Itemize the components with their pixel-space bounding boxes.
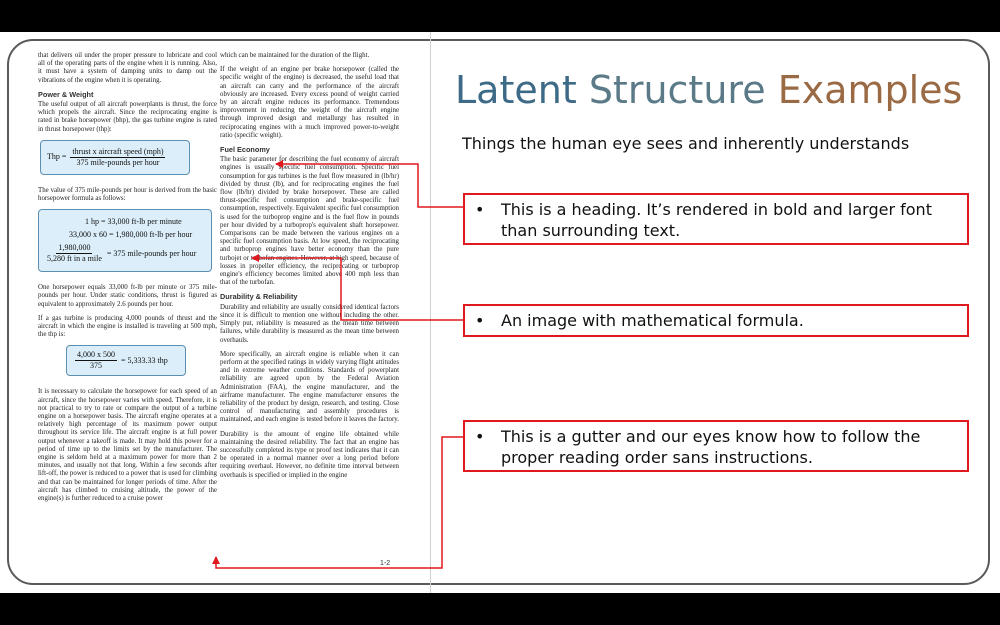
formula-denominator: 375 mile-pounds per hour <box>76 157 160 167</box>
doc-paragraph: Durability is the amount of engine life obtained while maintaining the desired reliability. The fact that an engine has successfully completed its type or proof test indicates that it can be operated in a normal manner over a long period before requiring overhaul. However, no definite time interval between overhauls is specified or implied in the engine <box>220 430 399 479</box>
formula-denominator: 5,280 ft in a mile <box>47 254 102 264</box>
doc-heading-durability: Durability & Reliability <box>220 292 298 302</box>
formula-numerator: 1,980,000 <box>58 243 91 253</box>
formula-row <box>45 243 205 264</box>
formula-horsepower-derivation <box>38 209 212 272</box>
title-word: Examples <box>777 68 963 112</box>
document-right-column <box>220 52 399 552</box>
formula-thrust-horsepower <box>40 140 190 175</box>
doc-paragraph: If the weight of an engine per brake horsepower (called the specific weight of the engine) is decreased, the useful load that an aircraft can carry and the performance of the aircraft obviously are increased. Every excess pound of weight carried by an aircraft engine reduces its performance. Tremendous improvement in reducing the weight of the aircraft engine through improved design and metallurgy has resulted in reciprocating engines with a much improved power-to-weight ratio (specific weight). <box>220 66 399 139</box>
document-left-column <box>38 52 217 552</box>
doc-paragraph: which can be maintained for the duration of the flight. <box>220 52 370 59</box>
callout-gutter <box>463 420 969 472</box>
formula-numerator: thrust x aircraft speed (mph) <box>72 146 164 156</box>
doc-paragraph: The basic parameter for describing the fuel economy of aircraft engines is usually specific fuel consumption. Specific fuel consumption for gas turbines is the fuel flow measured in (lb/hr) divided by thrust (lb), and for reciprocating engines the fuel flow (lb/hr) divided by brake horsepower. These are called thrust-specific fuel consumption and brake-specific fuel consumption, respectively. Equivalent specific fuel consumption is used for the turboprop engine and is the fuel flow in pounds per hour divided by a turboprop's equivalent shaft horsepower. Comparisons can be made between the various engines on a specific fuel consumption basis. At low speed, the reciprocating and turboprop engines have better economy than the pure turbojet or turbofan engines. However, at high speed, because of losses in propeller efficiency, the reciprocating or turboprop engine's efficiency becomes limited above 400 mph less than that of the turbofan. <box>220 156 399 287</box>
slide-title <box>455 66 975 114</box>
formula-fraction <box>45 243 104 264</box>
formula-lhs: Thp = <box>47 152 67 162</box>
letterbox-top <box>0 0 1000 32</box>
title-word: Structure <box>588 68 766 112</box>
formula-numerator: 4,000 x 500 <box>77 350 115 360</box>
doc-heading-fuel-economy: Fuel Economy <box>220 145 270 155</box>
slide <box>0 32 1000 593</box>
page-divider <box>430 32 431 593</box>
document-page <box>38 52 418 572</box>
doc-paragraph: More specifically, an aircraft engine is reliable when it can perform at the specified ratings in widely varying flight attitudes and in extreme weather conditions. Standards of powerplant reliability are agreed upon by the Federal Aviation Administration (FAA), the engine manufacturer, and the airframe manufacturer. The engine manufacturer ensures the reliability of the product by design, research, and testing. Close control of manufacturing and assembly procedures is maintained, and each engine is tested before it leaves the factory. <box>220 350 399 424</box>
formula-row: 1 hp = 33,000 ft-lb per minute <box>85 217 182 227</box>
formula-row: 33,000 x 60 = 1,980,000 ft-lb per hour <box>69 230 193 240</box>
formula-rhs: = 375 mile-pounds per hour <box>106 248 197 258</box>
bullet-icon: • <box>475 427 485 446</box>
callout-text: An image with mathematical formula. <box>501 311 804 330</box>
doc-paragraph: Durability and reliability are usually considered identical factors since it is difficult to mention one without including the other. Simply put, reliability is measured as the mean time between failures, while durability is measured as the mean time between overhauls. <box>220 303 399 344</box>
title-word: Latent <box>455 68 577 112</box>
formula-thp-example <box>66 345 186 376</box>
doc-paragraph: The useful output of all aircraft powerplants is thrust, the force which propels the aircraft. Since the reciprocating engine is rated in brake horsepower (bhp), the gas turbine engine is rated in thrust horsepower (thp): <box>38 101 217 133</box>
doc-paragraph: It is necessary to calculate the horsepower for each speed of an aircraft, since the horsepower varies with speed. Therefore, it is not practical to try to rate or compare the output of a turbine engine on a horsepower basis. The aircraft engine operates at a relatively high percentage of its maximum power output throughout its service life. The aircraft engine is at full power output whenever a takeoff is made. It may hold this power for a period of time up to the limits set by the manufacturer. The engine is seldom held at a maximum power for more than 2 minutes, and usually not that long. Within a few seconds after lift-off, the power is reduced to a power that is used for climbing and that can be maintained for longer periods of time. After the aircraft has climbed to cruising altitude, the power of the engine(s) is further reduced to a cruise power <box>38 388 217 503</box>
page-number: 1-2 <box>380 560 391 567</box>
doc-paragraph: One horsepower equals 33,000 ft-lb per minute or 375 mile-pounds per hour. Under static conditions, thrust is figured as equivalent to approximately 2.6 pounds per hour. <box>38 284 217 308</box>
callout-formula-image <box>463 304 969 337</box>
doc-paragraph: that delivers oil under the proper pressure to lubricate and cool all of the operating parts of the engine when it is running. Also, it must have a system of damping units to damp out the vibrations of the engine when it is operating. <box>38 52 217 84</box>
bullet-icon: • <box>475 311 485 330</box>
callout-heading <box>463 193 969 245</box>
callout-text: This is a gutter and our eyes know how to follow the proper reading order sans instructions. <box>501 427 921 467</box>
slide-subtitle: Things the human eye sees and inherently understands <box>462 134 910 153</box>
formula-fraction <box>70 147 165 168</box>
formula-denominator: 375 <box>90 361 102 371</box>
bullet-icon: • <box>475 200 485 219</box>
callout-text: This is a heading. It’s rendered in bold and larger font than surrounding text. <box>501 200 932 240</box>
formula-rhs: = 5,333.33 thp <box>121 355 168 365</box>
doc-heading-power-weight: Power & Weight <box>38 89 94 99</box>
doc-paragraph: If a gas turbine is producing 4,000 pounds of thrust and the aircraft in which the engine is installed is traveling at 500 mph, the thp is: <box>38 314 217 339</box>
formula-fraction <box>75 350 117 371</box>
letterbox-bottom <box>0 593 1000 625</box>
doc-paragraph: The value of 375 mile-pounds per hour is derived from the basic horsepower formula as follows: <box>38 186 217 203</box>
